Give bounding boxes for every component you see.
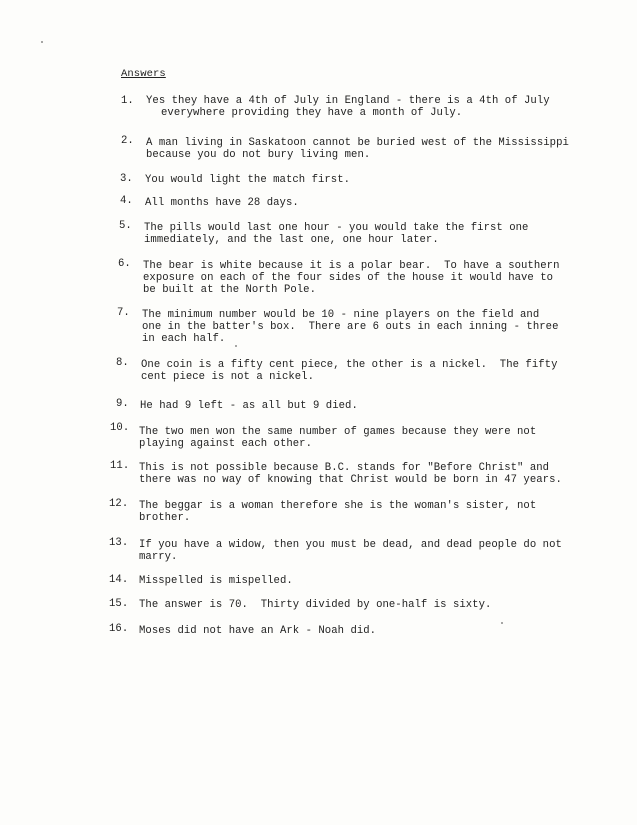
answer-line: in each half. bbox=[142, 333, 226, 345]
answer-number: 12. bbox=[109, 498, 129, 510]
answer-line: brother. bbox=[139, 512, 191, 524]
answer-line: one in the batter's box. There are 6 outs in each inning - three bbox=[142, 321, 559, 333]
answer-line: This is not possible because B.C. stands for "Before Christ" and bbox=[139, 462, 550, 474]
answer-line: playing against each other. bbox=[139, 438, 312, 450]
answer-line: immediately, and the last one, one hour later. bbox=[144, 234, 439, 246]
answers-heading: Answers bbox=[121, 68, 166, 80]
answer-line: Moses did not have an Ark - Noah did. bbox=[139, 625, 377, 637]
paper-speck bbox=[41, 41, 43, 43]
answer-line: exposure on each of the four sides of the house it would have to bbox=[143, 272, 554, 284]
answer-line: there was no way of knowing that Christ would be born in 47 years. bbox=[139, 474, 562, 486]
answer-line: The answer is 70. Thirty divided by one-half is sixty. bbox=[139, 599, 492, 611]
answer-number: 10. bbox=[110, 422, 130, 434]
answer-number: 8. bbox=[116, 357, 129, 369]
answer-line: You would light the match first. bbox=[145, 174, 351, 186]
answer-line: He had 9 left - as all but 9 died. bbox=[140, 400, 358, 412]
answer-number: 5. bbox=[119, 220, 132, 232]
answer-number: 16. bbox=[109, 623, 129, 635]
paper-speck bbox=[235, 345, 237, 347]
answer-line: The minimum number would be 10 - nine players on the field and bbox=[142, 309, 540, 321]
answer-number: 2. bbox=[121, 135, 134, 147]
answer-number: 13. bbox=[109, 537, 129, 549]
answer-number: 7. bbox=[117, 307, 130, 319]
answer-number: 6. bbox=[118, 258, 131, 270]
answer-number: 1. bbox=[121, 95, 134, 107]
answer-line: Misspelled is mispelled. bbox=[139, 575, 293, 587]
answer-number: 15. bbox=[109, 598, 129, 610]
answer-line: The beggar is a woman therefore she is the woman's sister, not bbox=[139, 500, 537, 512]
answer-line: everywhere providing they have a month of July. bbox=[161, 107, 463, 119]
paper-speck bbox=[501, 622, 503, 624]
answer-line: A man living in Saskatoon cannot be buried west of the Mississippi bbox=[146, 137, 569, 149]
answer-line: One coin is a fifty cent piece, the other is a nickel. The fifty bbox=[141, 359, 558, 371]
answer-number: 11. bbox=[110, 460, 130, 472]
answer-line: Yes they have a 4th of July in England - there is a 4th of July bbox=[146, 95, 550, 107]
answer-number: 4. bbox=[120, 195, 133, 207]
answer-line: If you have a widow, then you must be dead, and dead people do not bbox=[139, 539, 562, 551]
answer-line: because you do not bury living men. bbox=[146, 149, 371, 161]
answer-line: be built at the North Pole. bbox=[143, 284, 316, 296]
answer-number: 14. bbox=[109, 574, 129, 586]
answer-number: 9. bbox=[116, 398, 129, 410]
answer-line: All months have 28 days. bbox=[145, 197, 299, 209]
answer-line: The pills would last one hour - you would take the first one bbox=[144, 222, 529, 234]
answer-line: cent piece is not a nickel. bbox=[141, 371, 314, 383]
answer-line: The two men won the same number of games because they were not bbox=[139, 426, 537, 438]
answer-line: The bear is white because it is a polar bear. To have a southern bbox=[143, 260, 560, 272]
answer-line: marry. bbox=[139, 551, 178, 563]
answer-number: 3. bbox=[120, 173, 133, 185]
